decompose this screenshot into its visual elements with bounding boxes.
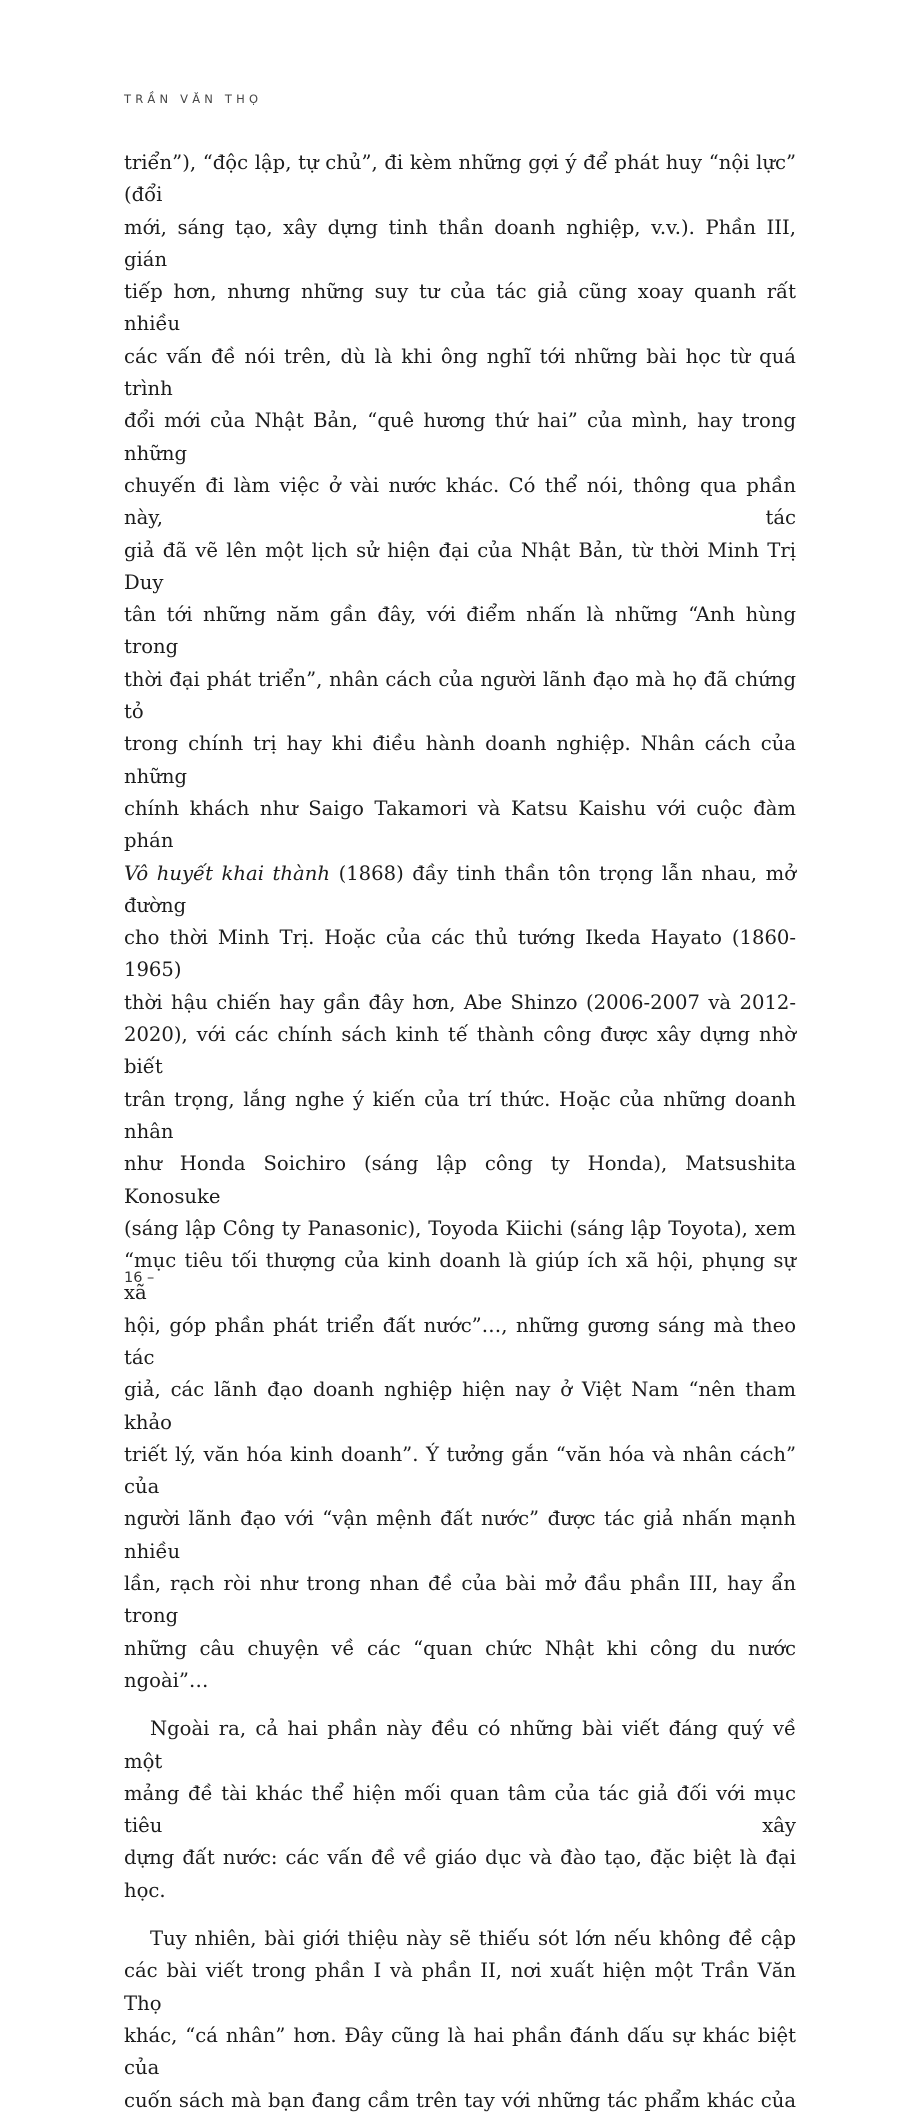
text-line: khác, “cá nhân” hơn. Đây cũng là hai phần đánh dấu sự khác biệt của (124, 2023, 796, 2080)
text-line: (sáng lập Công ty Panasonic), Toyoda Kiichi (sáng lập Toyota), xem (124, 1216, 796, 1240)
text-line: thời hậu chiến hay gần đây hơn, Abe Shinzo (2006-2007 và 2012- (124, 990, 796, 1014)
text-line: dựng đất nước: các vấn đề về giáo dục và đào tạo, đặc biệt là đại học. (124, 1846, 796, 1902)
text-line: người lãnh đạo với “vận mệnh đất nước” được tác giả nhấn mạnh nhiều (124, 1507, 796, 1563)
text-line: giả đã vẽ lên một lịch sử hiện đại của Nhật Bản, từ thời Minh Trị Duy (124, 538, 796, 594)
text-line: giả, các lãnh đạo doanh nghiệp hiện nay ở Việt Nam “nên tham khảo (124, 1378, 796, 1434)
page-number: 16 – (124, 1270, 155, 1286)
text-line: mới, sáng tạo, xây dựng tinh thần doanh nghiệp, v.v.). Phần III, gián (124, 215, 796, 271)
paragraph-2 (124, 1713, 796, 1907)
text-span: (1868) đầy tinh thần tôn trọng lẫn nhau, mở đường (124, 861, 796, 917)
text-line: những câu chuyện về các “quan chức Nhật khi công du nước ngoài”… (124, 1636, 796, 1692)
text-line: chính khách như Saigo Takamori và Katsu Kaishu với cuộc đàm phán (124, 796, 796, 853)
text-line: Ngoài ra, cả hai phần này đều có những bài viết đáng quý về một (124, 1717, 796, 1773)
text-line: tiếp hơn, nhưng những suy tư của tác giả cũng xoay quanh rất nhiều (124, 280, 796, 336)
text-line: các bài viết trong phần I và phần II, nơi xuất hiện một Trần Văn Thọ (124, 1959, 796, 2015)
text-line (124, 858, 796, 923)
text-line: hội, góp phần phát triển đất nước”…, những gương sáng mà theo tác (124, 1313, 796, 1369)
text-line: như Honda Soichiro (sáng lập công ty Honda), Matsushita Konosuke (124, 1152, 796, 1208)
text-line: cuốn sách mà bạn đang cầm trên tay với những tác phẩm khác của (124, 2088, 796, 2112)
text-line: mảng đề tài khác thể hiện mối quan tâm của tác giả đối với mục tiêu xây (124, 1781, 796, 1838)
text-line: trong chính trị hay khi điều hành doanh nghiệp. Nhân cách của những (124, 732, 796, 788)
text-line: đổi mới của Nhật Bản, “quê hương thứ hai” của mình, hay trong những (124, 409, 796, 465)
paragraph-1 (124, 147, 796, 1697)
text-line: tân tới những năm gần đây, với điểm nhấn là những “Anh hùng trong (124, 603, 796, 659)
text-line: trân trọng, lắng nghe ý kiến của trí thức. Hoặc của những doanh nhân (124, 1087, 796, 1143)
text-body (124, 147, 796, 2117)
text-line: thời đại phát triển”, nhân cách của người lãnh đạo mà họ đã chứng tỏ (124, 667, 796, 724)
text-line: cho thời Minh Trị. Hoặc của các thủ tướng Ikeda Hayato (1860-1965) (124, 926, 796, 982)
italic-title: Vô huyết khai thành (124, 861, 330, 885)
text-line: triết lý, văn hóa kinh doanh”. Ý tưởng gắn “văn hóa và nhân cách” của (124, 1442, 796, 1499)
text-line: triển”), “độc lập, tự chủ”, đi kèm những gợi ý để phát huy “nội lực” (đổi (124, 151, 796, 207)
paragraph-3 (124, 1923, 796, 2117)
text-line: chuyến đi làm việc ở vài nước khác. Có thể nói, thông qua phần này, tác (124, 473, 796, 530)
text-line: Tuy nhiên, bài giới thiệu này sẽ thiếu sót lớn nếu không đề cập (150, 1927, 796, 1951)
text-line: “mục tiêu tối thượng của kinh doanh là giúp ích xã hội, phụng sự xã (124, 1249, 796, 1305)
text-line: 2020), với các chính sách kinh tế thành công được xây dựng nhờ biết (124, 1023, 796, 1079)
text-line: các vấn đề nói trên, dù là khi ông nghĩ tới những bài học từ quá trình (124, 344, 796, 401)
text-line: lần, rạch ròi như trong nhan đề của bài mở đầu phần III, hay ẩn trong (124, 1572, 796, 1628)
running-head: TRẦN VĂN THỌ (124, 92, 263, 106)
